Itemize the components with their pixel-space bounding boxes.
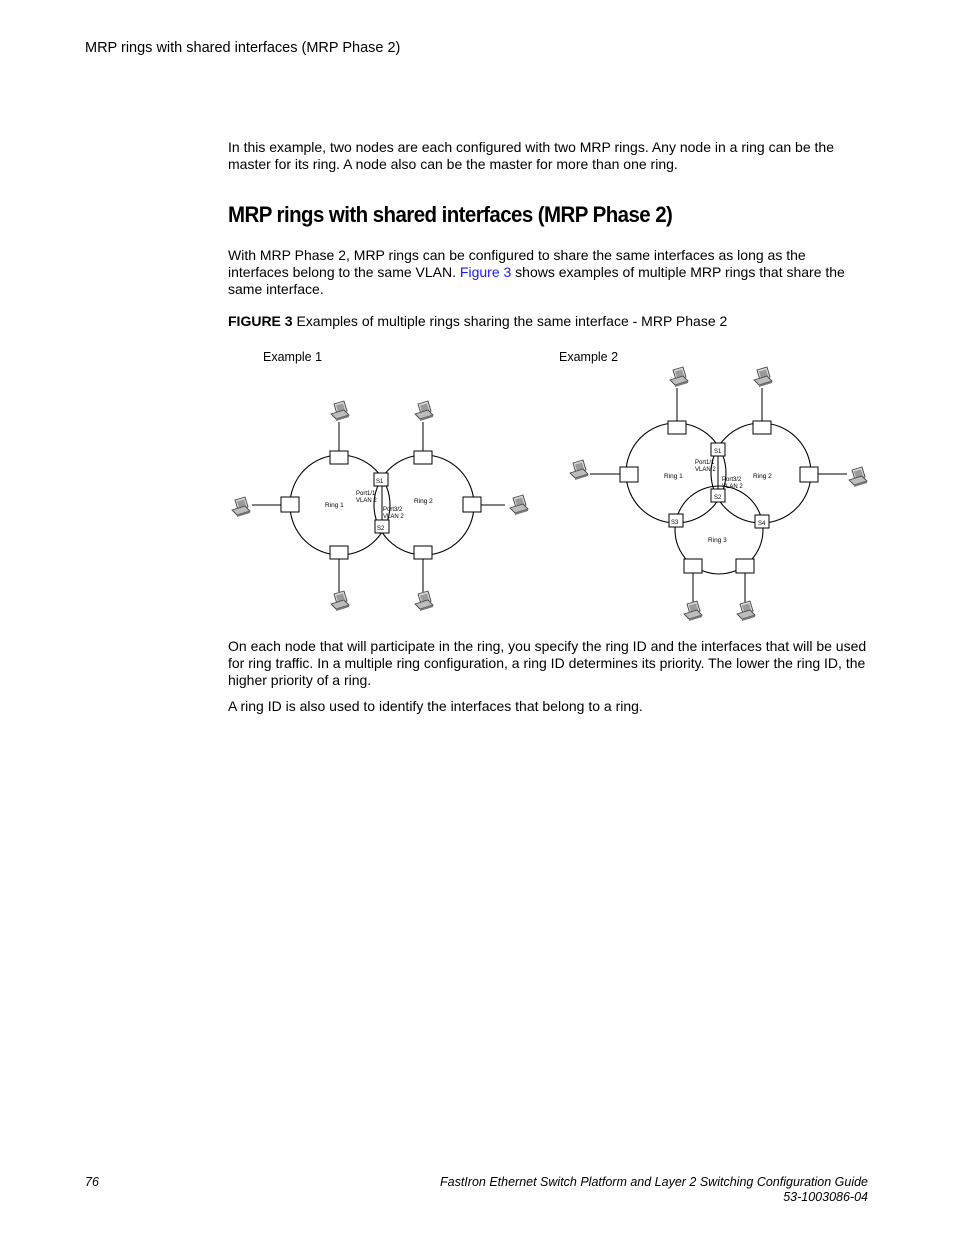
computer-icon: [737, 601, 755, 621]
figure-caption-text: Examples of multiple rings sharing the same interface - MRP Phase 2: [292, 313, 728, 329]
computer-icon: [510, 495, 528, 515]
para1-text-a: With MRP Phase 2, MRP rings can be configured to share the same interfaces as long as the interfaces belong to the same VLAN.: [228, 247, 806, 280]
computer-icon: [754, 367, 772, 387]
ex1-s1-label: S1: [376, 479, 384, 485]
example2-title: Example 2: [559, 350, 619, 364]
ex2-s2-label: S2: [714, 495, 722, 501]
example1-title: Example 1: [263, 350, 323, 364]
computer-icon: [570, 460, 588, 480]
body-paragraph-3: [228, 698, 868, 715]
ex1-ring1-label: Ring 1: [325, 502, 344, 509]
ex2-port1-line2: VLAN 2: [695, 467, 716, 473]
computer-icon: [415, 401, 433, 421]
ex1-s2-label: S2: [377, 526, 385, 532]
ex1-port1-line1: Port1/1: [356, 491, 376, 497]
page-number: 76: [85, 1175, 99, 1189]
footer-doc-info: [440, 1175, 868, 1205]
section-paragraph: [228, 247, 868, 298]
mrp-figure: [220, 340, 880, 630]
computer-icon: [684, 601, 702, 621]
figure-link[interactable]: Figure 3: [459, 264, 512, 280]
ring2-circle: [374, 455, 474, 555]
ex2-port2-line2: VLAN 2: [722, 484, 743, 490]
example1-diagram: [232, 350, 528, 611]
ex1-port1-line2: VLAN 2: [356, 498, 377, 504]
ex2-ring1-label: Ring 1: [664, 473, 683, 480]
computer-icon: [849, 467, 867, 487]
ex2-ring3-label: Ring 3: [708, 537, 727, 544]
example2-diagram: [559, 350, 867, 621]
computer-icon: [670, 367, 688, 387]
ex1-port2-line1: Port3/2: [383, 507, 403, 513]
ex2-s4-label: S4: [758, 521, 766, 527]
para1-text-b: shows examples of multiple MRP rings that share the same interface.: [228, 264, 845, 297]
running-header: MRP rings with shared interfaces (MRP Phase 2): [85, 40, 401, 56]
ex2-port1-line1: Port1/1: [695, 460, 715, 466]
computer-icon: [232, 497, 250, 517]
ex1-ring2-label: Ring 2: [414, 498, 433, 505]
section-title: MRP rings with shared interfaces (MRP Phase 2): [228, 202, 673, 227]
computer-icon: [331, 401, 349, 421]
footer-doc-title: FastIron Ethernet Switch Platform and Layer 2 Switching Configuration Guide: [440, 1175, 868, 1189]
ex2-s1-label: S1: [714, 449, 722, 455]
computer-icon: [331, 591, 349, 611]
body-paragraph-2: [228, 638, 868, 689]
ex2-port2-line1: Port3/2: [722, 477, 742, 483]
ex2-s3-label: S3: [671, 520, 679, 526]
footer-doc-number: 53-1003086-04: [783, 1190, 868, 1204]
computer-icon: [415, 591, 433, 611]
ex1-port2-line2: VLAN 2: [383, 514, 404, 520]
para3-text: A ring ID is also used to identify the interfaces that belong to a ring.: [228, 698, 643, 714]
node-boxes: [281, 451, 481, 559]
para2-text: On each node that will participate in the ring, you specify the ring ID and the interfaces that will be used for ring traffic. In a multiple ring configuration, a ring ID determines its priority. The lower the ring ID, the higher priority of a ring.: [228, 638, 867, 688]
intro-paragraph: [228, 139, 868, 173]
ex2-ring2-label: Ring 2: [753, 473, 772, 480]
intro-text: In this example, two nodes are each configured with two MRP rings. Any node in a ring can be the master for its ring. A node also can be the master for more than one ring.: [228, 139, 834, 172]
figure-label: FIGURE 3: [228, 313, 293, 329]
figure-caption: [228, 313, 727, 329]
